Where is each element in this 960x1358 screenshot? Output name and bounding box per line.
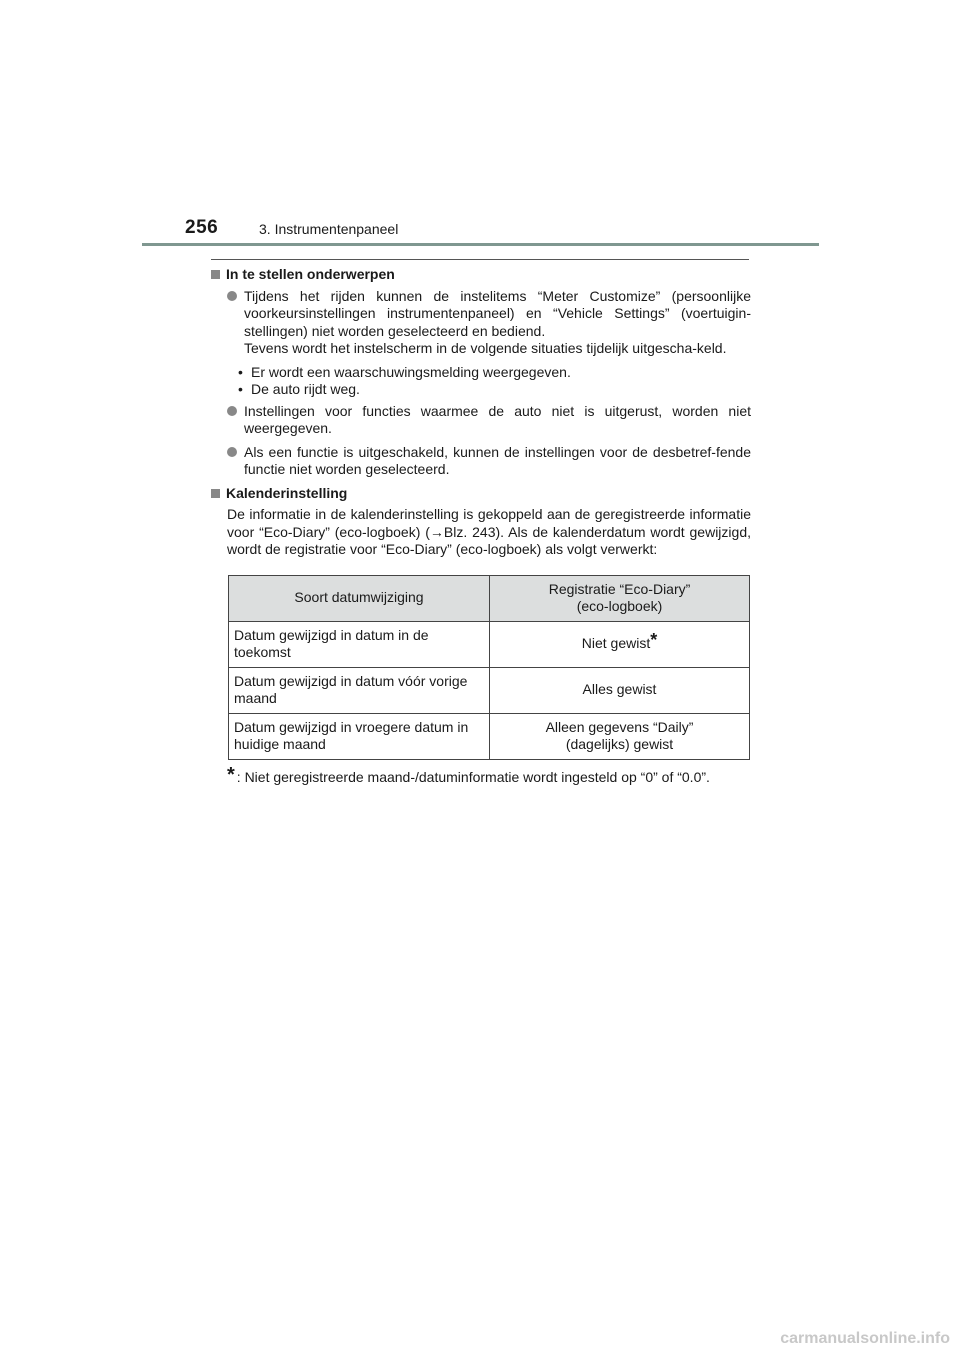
cell-line: (dagelijks) gewist [565, 736, 674, 752]
sub-bullet-marker: • [238, 363, 243, 380]
square-bullet-icon [211, 270, 220, 279]
circle-bullet-icon [227, 291, 237, 301]
header-line: (eco-logboek) [576, 598, 663, 614]
table-cell: Datum gewijzigd in datum vóór vorige maand [229, 667, 490, 713]
list-item [211, 444, 751, 479]
heading-text: Kalenderinstelling [226, 484, 348, 501]
sub-list-item [238, 364, 751, 382]
list-item [211, 288, 751, 358]
table-header-cell [490, 575, 750, 621]
section-heading-settings [211, 266, 751, 284]
table-row [229, 621, 750, 667]
circle-bullet-icon [227, 447, 237, 457]
header-line: Registratie “Eco-Diary” [548, 580, 691, 597]
table-row [229, 667, 750, 713]
table-cell [490, 713, 750, 759]
sub-list-item [238, 381, 751, 399]
calendar-paragraph: De informatie in de kalenderinstelling is gekoppeld aan de geregistreerde informatie voor “Eco-Diary” (eco-logboek) (→Blz. 243). Als de kalenderdatum wordt gewijzigd, wordt de registratie voor “Eco-Diary” (eco-logboek) als volgt verwerkt: [227, 506, 751, 557]
cell-text: Niet gewist [581, 635, 651, 652]
sub-bullet-marker: • [238, 381, 243, 397]
table-header-cell: Soort datumwijziging [229, 575, 490, 621]
watermark: carmanualsonline.info [780, 1330, 950, 1347]
square-bullet-icon [211, 489, 220, 498]
sub-list-text: De auto rijdt weg. [251, 381, 360, 397]
footnote [227, 763, 751, 787]
table-cell: Datum gewijzigd in vroegere datum in huidige maand [229, 713, 490, 759]
table-header-row [229, 575, 750, 621]
page-number: 256 [185, 217, 219, 238]
heading-text: In te stellen onderwerpen [226, 266, 395, 282]
section-rule [211, 259, 749, 260]
table-cell: Alles gewist [490, 667, 750, 713]
table-cell: Datum gewijzigd in datum in de toekomst [229, 621, 490, 667]
footnote-text: : Niet geregistreerde maand-/datuminformatie wordt ingesteld op “0” of “0.0”. [236, 768, 710, 785]
bullet-text: Instellingen voor functies waarmee de auto niet is uitgerust, worden niet weergegeven. [244, 402, 751, 436]
list-item [211, 403, 751, 438]
bullet-paragraph: Tevens wordt het instelscherm in de volgende situaties tijdelijk uitgescha-keld. [244, 340, 727, 356]
section-heading-calendar [211, 485, 751, 503]
footnote-star: * [650, 630, 658, 651]
bullet-text: Als een functie is uitgeschakeld, kunnen de instellingen voor de desbetref-fende functie niet worden geselecteerd. [244, 443, 751, 477]
table-row [229, 713, 750, 759]
header-rule [142, 243, 819, 246]
footnote-star: * [227, 763, 235, 786]
sub-list-text: Er wordt een waarschuwingsmelding weergegeven. [251, 363, 571, 380]
page-content [211, 266, 751, 786]
table-cell [490, 621, 750, 667]
calendar-table [228, 575, 750, 760]
circle-bullet-icon [227, 406, 237, 416]
chapter-title: 3. Instrumentenpaneel [259, 221, 399, 237]
bullet-paragraph: Tijdens het rijden kunnen de instelitems “Meter Customize” (persoonlijke voorkeursinstellingen instrumentenpaneel) en “Vehicle Settings” (voertuigin-stellingen) niet worden geselecteerd en bediend. [244, 287, 751, 339]
cell-line: Alleen gegevens “Daily” [545, 718, 694, 735]
